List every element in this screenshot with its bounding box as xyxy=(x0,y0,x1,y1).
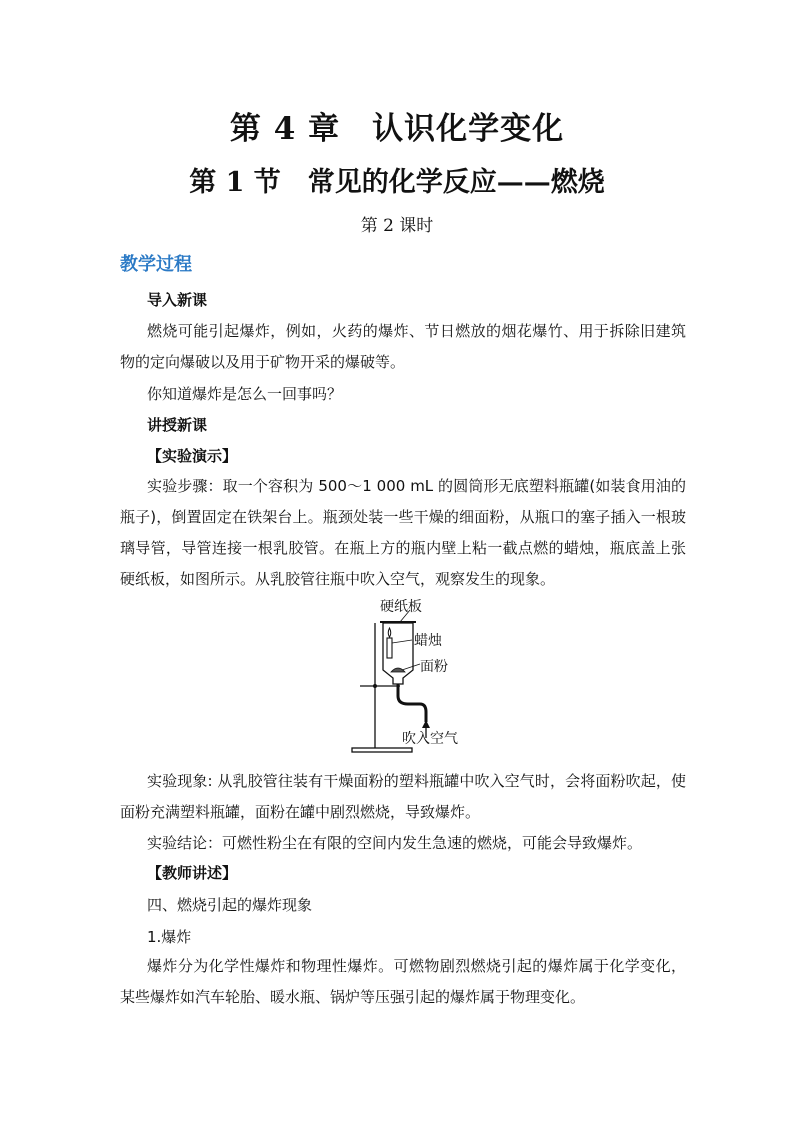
intro-paragraph-2: 你知道爆炸是怎么一回事吗？ xyxy=(147,385,343,403)
subtopic-1: 1.爆炸 xyxy=(147,928,192,946)
explosion-paragraph: 爆炸分为化学性爆炸和物理性爆炸。可燃物剧烈燃烧引起的爆炸属于化学变化，某些爆炸如汽车轮胎、暖水瓶、锅炉等压强引起的爆炸属于物理变化。 xyxy=(120,957,686,1006)
intro-paragraph-1: 燃烧可能引起爆炸，例如，火药的爆炸、节日燃放的烟花爆竹、用于拆除旧建筑物的定向爆破以及用于矿物开采的爆破等。 xyxy=(120,322,686,371)
topic-4: 四、燃烧引起的爆炸现象 xyxy=(147,896,313,914)
demo-title: 【实验演示】 xyxy=(147,447,238,465)
demo-conclusion: 实验结论：可燃性粉尘在有限的空间内发生急速的燃烧，可能会导致爆炸。 xyxy=(147,834,643,852)
candle xyxy=(387,638,392,658)
demo-steps: 实验步骤：取一个容积为 500～1 000 mL 的圆筒形无底塑料瓶罐(如装食用油的瓶子)，倒置固定在铁架台上。瓶颈处装一些干燥的细面粉，从瓶口的塞子插入一根玻璃导管，导管连接一根乳胶管。在瓶上方的瓶内壁上粘一截点燃的蜡烛，瓶底盖上张硬纸板，如图所示。从乳胶管往瓶中吹入空气，观察发生的现象。 xyxy=(120,477,686,588)
label-cardboard: 硬纸板 xyxy=(380,599,422,615)
new-lesson-title: 讲授新课 xyxy=(147,416,208,434)
demo-phenomenon: 实验现象: 从乳胶管往装有干燥面粉的塑料瓶罐中吹入空气时，会将面粉吹起，使面粉充满塑料瓶罐，面粉在罐中剧烈燃烧，导致爆炸。 xyxy=(120,772,686,821)
intro-title: 导入新课 xyxy=(147,291,208,309)
chapter-title: 第 4 章 认识化学变化 xyxy=(229,111,565,147)
teacher-title: 【教师讲述】 xyxy=(147,864,238,882)
teaching-process-heading: 教学过程 xyxy=(120,254,192,275)
section-title: 第 1 节 常见的化学反应——燃烧 xyxy=(189,167,605,198)
stand-base xyxy=(352,748,412,752)
label-candle: 蜡烛 xyxy=(414,633,442,649)
rubber-tube xyxy=(398,684,426,722)
lesson-title: 第 2 课时 xyxy=(360,216,434,236)
label-blow-air: 吹入空气 xyxy=(402,731,458,747)
experiment-figure xyxy=(350,598,490,760)
label-flour: 面粉 xyxy=(420,659,448,675)
